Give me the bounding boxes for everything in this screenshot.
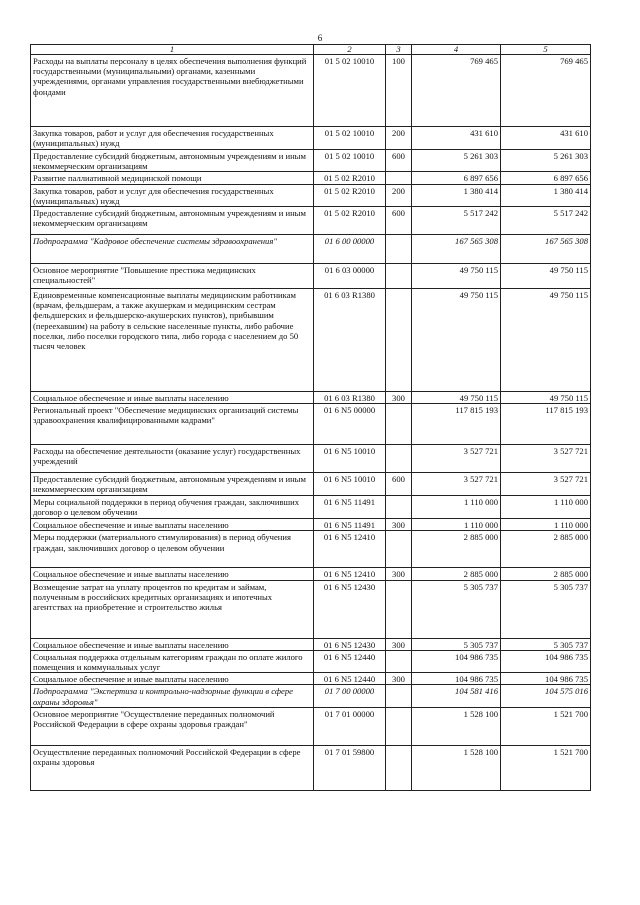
row-value-1: 5 305 737 xyxy=(412,638,501,650)
row-value-1: 3 527 721 xyxy=(412,473,501,496)
row-value-1: 167 565 308 xyxy=(412,235,501,264)
row-name: Предоставление субсидий бюджетным, автономным учреждениям и иным некоммерческим организациям xyxy=(31,150,314,172)
row-value-2: 2 885 000 xyxy=(501,531,591,568)
row-name: Подпрограмма "Кадровое обеспечение системы здравоохранения" xyxy=(31,235,314,264)
row-expense-type xyxy=(386,650,412,672)
row-name: Расходы на обеспечение деятельности (оказание услуг) государственных учреждений xyxy=(31,445,314,473)
row-code: 01 7 01 59800 xyxy=(314,745,386,790)
row-value-2: 1 110 000 xyxy=(501,496,591,519)
table-row xyxy=(31,745,591,790)
row-expense-type xyxy=(386,707,412,745)
row-code: 01 5 02 R2010 xyxy=(314,184,386,206)
row-code: 01 6 N5 10010 xyxy=(314,473,386,496)
row-expense-type: 300 xyxy=(386,519,412,531)
row-value-2: 431 610 xyxy=(501,127,591,150)
table-row xyxy=(31,127,591,150)
row-code: 01 6 N5 12410 xyxy=(314,531,386,568)
row-value-1: 5 261 303 xyxy=(412,150,501,172)
column-header: 3 xyxy=(386,45,412,55)
row-code: 01 5 02 R2010 xyxy=(314,207,386,235)
row-expense-type: 200 xyxy=(386,184,412,206)
row-value-1: 104 581 416 xyxy=(412,685,501,707)
row-code: 01 6 03 00000 xyxy=(314,264,386,289)
row-code: 01 6 N5 12430 xyxy=(314,638,386,650)
row-value-2: 6 897 656 xyxy=(501,172,591,184)
row-code: 01 5 02 10010 xyxy=(314,55,386,127)
row-code: 01 6 00 00000 xyxy=(314,235,386,264)
row-value-2: 167 565 308 xyxy=(501,235,591,264)
page-number: 6 xyxy=(317,33,323,43)
row-name: Меры социальной поддержки в период обучения граждан, заключивших договор о целевом обучении xyxy=(31,496,314,519)
row-value-2: 5 261 303 xyxy=(501,150,591,172)
table-row xyxy=(31,445,591,473)
row-value-1: 1 110 000 xyxy=(412,496,501,519)
table-row xyxy=(31,580,591,638)
row-expense-type: 300 xyxy=(386,638,412,650)
row-name: Развитие паллиативной медицинской помощи xyxy=(31,172,314,184)
row-code: 01 6 N5 12440 xyxy=(314,650,386,672)
row-name: Единовременные компенсационные выплаты медицинским работникам (врачам, фельдшерам, а также акушеркам и медицинским сестрам фельдшерских и фельдшерско-акушерских пунктов), прибывшим (переехавшим) на работу в сельские населенные пункты, либо рабочие поселки, либо поселки городского типа, либо города с населением до 50 тысяч человек xyxy=(31,289,314,392)
row-value-1: 769 465 xyxy=(412,55,501,127)
row-expense-type xyxy=(386,745,412,790)
row-code: 01 7 00 00000 xyxy=(314,685,386,707)
row-value-2: 49 750 115 xyxy=(501,264,591,289)
row-value-1: 49 750 115 xyxy=(412,392,501,404)
row-value-2: 769 465 xyxy=(501,55,591,127)
table-row xyxy=(31,519,591,531)
row-value-2: 5 305 737 xyxy=(501,580,591,638)
table-row xyxy=(31,531,591,568)
row-value-2: 5 305 737 xyxy=(501,638,591,650)
row-value-1: 1 110 000 xyxy=(412,519,501,531)
row-name: Социальное обеспечение и иные выплаты населению xyxy=(31,638,314,650)
row-name: Закупка товаров, работ и услуг для обеспечения государственных (муниципальных) нужд xyxy=(31,127,314,150)
table-row xyxy=(31,650,591,672)
row-code: 01 6 N5 11491 xyxy=(314,496,386,519)
row-expense-type xyxy=(386,531,412,568)
row-name: Социальное обеспечение и иные выплаты населению xyxy=(31,392,314,404)
row-expense-type xyxy=(386,685,412,707)
row-name: Социальное обеспечение и иные выплаты населению xyxy=(31,519,314,531)
table-row xyxy=(31,392,591,404)
row-name: Закупка товаров, работ и услуг для обеспечения государственных (муниципальных) нужд xyxy=(31,184,314,206)
row-expense-type: 600 xyxy=(386,473,412,496)
table-row xyxy=(31,473,591,496)
row-expense-type xyxy=(386,496,412,519)
row-expense-type: 200 xyxy=(386,127,412,150)
row-value-1: 49 750 115 xyxy=(412,264,501,289)
row-expense-type: 600 xyxy=(386,207,412,235)
column-header: 5 xyxy=(501,45,591,55)
column-header: 2 xyxy=(314,45,386,55)
row-code: 01 6 N5 12410 xyxy=(314,568,386,580)
row-value-1: 117 815 193 xyxy=(412,404,501,445)
row-expense-type: 300 xyxy=(386,392,412,404)
row-name: Расходы на выплаты персоналу в целях обеспечения выполнения функций государственными (муниципальными) органами, казенными учреждениями, органами управления государственными внебюджетными фондами xyxy=(31,55,314,127)
table-row xyxy=(31,673,591,685)
row-code: 01 6 03 R1380 xyxy=(314,289,386,392)
row-expense-type xyxy=(386,404,412,445)
row-name: Основное мероприятие "Повышение престижа медицинских специальностей" xyxy=(31,264,314,289)
column-header-row xyxy=(31,45,591,55)
row-value-1: 104 986 735 xyxy=(412,673,501,685)
row-code: 01 6 N5 12440 xyxy=(314,673,386,685)
row-name: Социальное обеспечение и иные выплаты населению xyxy=(31,673,314,685)
table-row xyxy=(31,496,591,519)
row-value-1: 1 380 414 xyxy=(412,184,501,206)
row-name: Меры поддержки (материального стимулирования) в период обучения граждан, заключивших договор о целевом обучении xyxy=(31,531,314,568)
row-code: 01 6 03 R1380 xyxy=(314,392,386,404)
row-name: Социальная поддержка отдельным категориям граждан по оплате жилого помещения и коммунальных услуг xyxy=(31,650,314,672)
table-row xyxy=(31,207,591,235)
row-value-2: 49 750 115 xyxy=(501,289,591,392)
row-name: Социальное обеспечение и иные выплаты населению xyxy=(31,568,314,580)
row-name: Предоставление субсидий бюджетным, автономным учреждениям и иным некоммерческим организациям xyxy=(31,473,314,496)
row-expense-type xyxy=(386,445,412,473)
row-code: 01 5 02 10010 xyxy=(314,127,386,150)
table-row xyxy=(31,184,591,206)
row-code: 01 6 N5 10010 xyxy=(314,445,386,473)
row-expense-type xyxy=(386,235,412,264)
row-value-1: 1 528 100 xyxy=(412,745,501,790)
row-name: Региональный проект "Обеспечение медицинских организаций системы здравоохранения квалифицированными кадрами" xyxy=(31,404,314,445)
row-name: Подпрограмма "Экспертиза и контрольно-надзорные функции в сфере охраны здоровья" xyxy=(31,685,314,707)
row-value-1: 49 750 115 xyxy=(412,289,501,392)
row-value-1: 2 885 000 xyxy=(412,531,501,568)
row-value-2: 117 815 193 xyxy=(501,404,591,445)
table-row xyxy=(31,638,591,650)
row-value-2: 3 527 721 xyxy=(501,473,591,496)
row-code: 01 6 N5 00000 xyxy=(314,404,386,445)
table-row xyxy=(31,55,591,127)
row-value-2: 1 521 700 xyxy=(501,745,591,790)
row-value-2: 49 750 115 xyxy=(501,392,591,404)
row-value-2: 104 986 735 xyxy=(501,673,591,685)
row-expense-type xyxy=(386,289,412,392)
row-expense-type xyxy=(386,580,412,638)
row-name: Осуществление переданных полномочий Российской Федерации в сфере охраны здоровья xyxy=(31,745,314,790)
row-value-1: 431 610 xyxy=(412,127,501,150)
row-name: Предоставление субсидий бюджетным, автономным учреждениям и иным некоммерческим организациям xyxy=(31,207,314,235)
column-header: 4 xyxy=(412,45,501,55)
table-row xyxy=(31,235,591,264)
row-expense-type: 600 xyxy=(386,150,412,172)
row-code: 01 5 02 10010 xyxy=(314,150,386,172)
row-code: 01 6 N5 11491 xyxy=(314,519,386,531)
row-expense-type: 300 xyxy=(386,568,412,580)
row-value-2: 104 986 735 xyxy=(501,650,591,672)
row-value-2: 5 517 242 xyxy=(501,207,591,235)
table-row xyxy=(31,150,591,172)
row-value-1: 3 527 721 xyxy=(412,445,501,473)
row-value-2: 3 527 721 xyxy=(501,445,591,473)
row-expense-type xyxy=(386,264,412,289)
row-value-2: 1 110 000 xyxy=(501,519,591,531)
table-row xyxy=(31,289,591,392)
table-row xyxy=(31,568,591,580)
table-row xyxy=(31,404,591,445)
row-expense-type xyxy=(386,172,412,184)
row-expense-type: 300 xyxy=(386,673,412,685)
column-header: 1 xyxy=(31,45,314,55)
table-row xyxy=(31,707,591,745)
row-code: 01 7 01 00000 xyxy=(314,707,386,745)
row-code: 01 6 N5 12430 xyxy=(314,580,386,638)
table-row xyxy=(31,685,591,707)
row-name: Возмещение затрат на уплату процентов по кредитам и займам, полученным в российских кредитных организациях и ипотечных агентствах на приобретение и строительство жилья xyxy=(31,580,314,638)
row-value-1: 1 528 100 xyxy=(412,707,501,745)
row-code: 01 5 02 R2010 xyxy=(314,172,386,184)
row-value-2: 1 521 700 xyxy=(501,707,591,745)
row-value-2: 1 380 414 xyxy=(501,184,591,206)
table-row xyxy=(31,172,591,184)
row-value-1: 5 305 737 xyxy=(412,580,501,638)
table-row xyxy=(31,264,591,289)
row-value-1: 6 897 656 xyxy=(412,172,501,184)
row-expense-type: 100 xyxy=(386,55,412,127)
budget-table xyxy=(30,44,591,791)
row-value-2: 104 575 016 xyxy=(501,685,591,707)
row-value-1: 2 885 000 xyxy=(412,568,501,580)
row-name: Основное мероприятие "Осуществление переданных полномочий Российской Федерации в сфере охраны здоровья граждан" xyxy=(31,707,314,745)
row-value-1: 104 986 735 xyxy=(412,650,501,672)
row-value-2: 2 885 000 xyxy=(501,568,591,580)
row-value-1: 5 517 242 xyxy=(412,207,501,235)
